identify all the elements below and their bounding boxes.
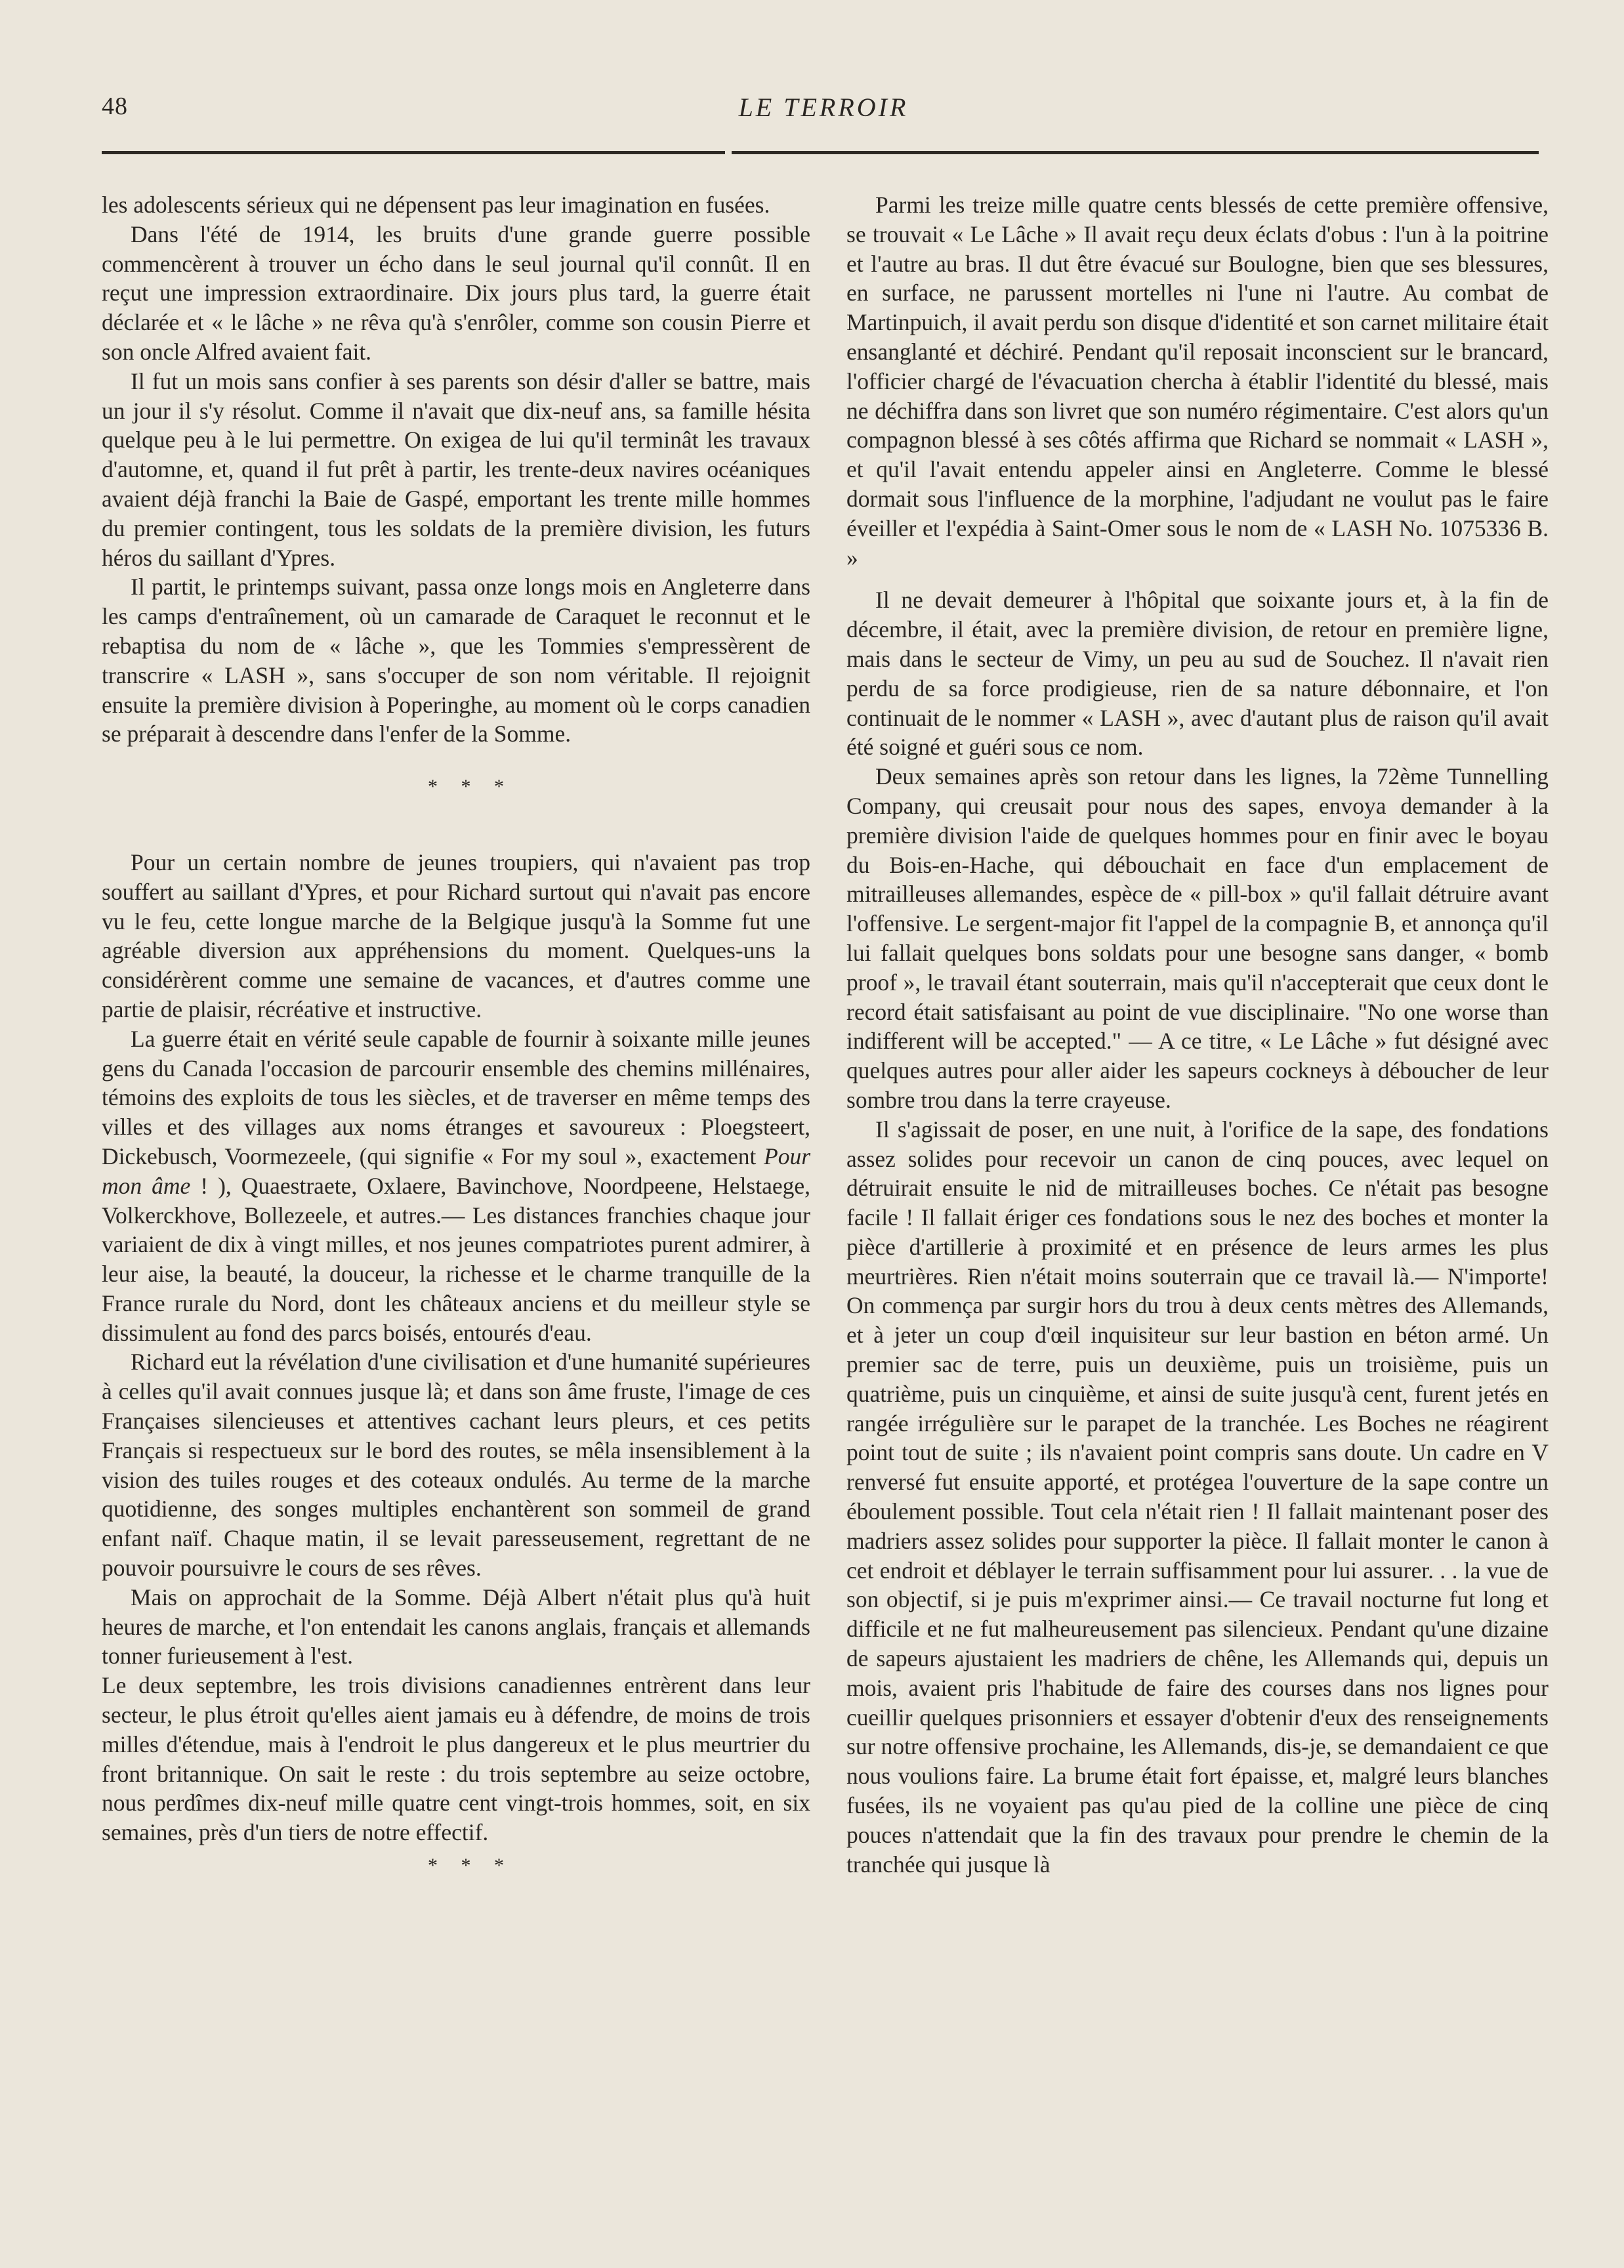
paragraph-text: ! ), Quaestraete, Oxlaere, Bavinchove, Noordpeene, Helstaege, Volkerckhove, Bollezeele, et autres.— Les distances franchies chaque jour variaient de dix à vingt milles, et nos jeunes compatriotes purent admirer, à leur aise, la beauté, la douceur, la richesse et le charme tranquille de la France rurale du Nord, dont les châteaux anciens et du meilleur style se dissimulent au fond des parcs boisés, entourés d'eau. bbox=[102, 1172, 811, 1346]
paragraph: Il s'agissait de poser, en une nuit, à l'orifice de la sape, des fondations assez solides pour recevoir un canon de cinq pouces, avec lequel on détruirait ensuite le nid de mitrailleuses boches. Ce n'était pas besogne facile ! Il fallait ériger ces fondations sous le nez des boches et monter la pièce d'artillerie à proximité et en présence de leurs armes les plus meurtrières. Rien n'était moins souterrain que ce travail là.— N'importe! On commença par surgir hors du trou à deux cents mètres des Allemands, et à jeter un coup d'œil inquisiteur sur leur bastion en béton armé. Un premier sac de terre, puis un deuxième, puis un troisième, puis un quatrième, puis un cinquième, et ainsi de suite jusqu'à cent, furent jetés en rangée irrégulière sur le parapet de la tranchée. Les Boches ne réagirent point tout de suite ; ils n'avaient point compris sans doute. Un cadre en V renversé fut ensuite apporté, et protégea l'ouverture de la sape contre un éboulement possible. Tout cela n'était rien ! Il fallait maintenant poser des madriers assez solides pour supporter la pièce. Il fallait monter le canon à cet endroit et déblayer le terrain suffisamment pour lui assurer. . . la vue de son objectif, si je puis m'exprimer ainsi.— Ce travail nocturne fut long et difficile et ne fut malheureusement pas silencieux. Pendant qu'une dizaine de sapeurs ajustaient les madriers de chêne, les Allemands qui, depuis un mois, avaient pris l'habitude de faire des courses dans nos lignes pour cueillir quelques prisonniers et essayer d'obtenir d'eux des renseignements sur notre offensive prochaine, les Allemands, dis-je, se demandaient ce que nous voulions faire. La brume était fort épaisse, et, malgré leurs blanches fusées, ils ne voyaient pas qu'au pied de la colline une pièce de cinq pouces n'attendait que la fin des travaux pour prendre le chemin de la tranchée qui jusque là bbox=[846, 1116, 1549, 1878]
paragraph: Dans l'été de 1914, les bruits d'une grande guerre possible commencèrent à trouver un écho dans le seul journal qu'il connût. Il en reçut une impression extraordinaire. Dix jours plus tard, la guerre était déclarée et « le lâche » ne rêva qu'à s'enrôler, comme son cousin Pierre et son oncle Alfred avaient fait. bbox=[102, 220, 810, 365]
right-column bbox=[846, 190, 1549, 1879]
paragraph: Il ne devait demeurer à l'hôpital que soixante jours et, à la fin de décembre, il était, avec la première division, de retour en première ligne, mais dans le secteur de Vimy, un peu au sud de Souchez. Il n'avait rien perdu de sa force prodigieuse, rien de sa nature débonnaire, et l'on continuait de le nommer « LASH », avec d'autant plus de raison qu'il avait été soigné et guéri sous ce nom. bbox=[846, 587, 1549, 761]
left-column bbox=[102, 190, 810, 1881]
paragraph: Parmi les treize mille quatre cents blessés de cette première offensive, se trouvait « Le Lâche » Il avait reçu deux éclats d'obus : l'un à la poitrine et l'autre au bras. Il dut être évacué sur Boulogne, bien que ses blessures, en surface, ne parussent mortelles ni l'une ni l'autre. Au combat de Martinpuich, il avait perdu son disque d'identité et son carnet militaire était ensanglanté et déchiré. Pendant qu'il reposait inconscient sur le brancard, l'officier chargé de l'évacuation chercha à établir l'identité du blessé, mais ne déchiffra dans son livret que son numéro régimentaire. C'est alors qu'un compagnon blessé à ses côtés affirma que Richard se nommait « LASH », et qu'il l'avait entendu appeler ainsi en Angleterre. Comme le blessé dormait sous l'influence de la morphine, l'adjudant ne voulut pas le faire éveiller et l'expédia à Saint-Omer sous le nom de « LASH No. 1075336 B. » bbox=[846, 192, 1549, 571]
paragraph-text: La guerre était en vérité seule capable de fournir à soixante mille jeunes gens du Canada l'occasion de parcourir ensemble des chemins millénaires, témoins des exploits de tous les siècles, et de traverser en même temps des villes et des villages aux noms étranges et savoureux : Ploegsteert, Dickebusch, Voormezeele, (qui signifie « For my soul », exactement bbox=[102, 1025, 810, 1169]
paragraph: Deux semaines après son retour dans les lignes, la 72ème Tunnelling Company, qui creusait pour nous des sapes, envoya demander à la première division l'aide de quelques hommes pour en finir avec le boyau du Bois-en-Hache, qui débouchait en face d'un emplacement de mitrailleuses allemandes, espèce de « pill-box » qu'il fallait détruire avant l'offensive. Le sergent-major fit l'appel de la compagnie B, et annonça qu'il lui fallait quelques bons soldats pour une besogne sans danger, « bomb proof », le travail étant souterrain, mais qu'il n'accepterait que ceux dont le record était satisfaisant au point de vue disciplinaire. "No one worse than indifferent will be accepted." — A ce titre, « Le Lâche » fut désigné avec quelques autres pour aller aider les sapeurs cockneys à déboucher de leur sombre trou dans la terre crayeuse. bbox=[846, 763, 1549, 1113]
paragraph: Mais on approchait de la Somme. Déjà Albert n'était plus qu'à huit heures de marche, et l'on entendait les canons anglais, français et allemands tonner furieusement à l'est. bbox=[102, 1584, 810, 1670]
header-rule-right bbox=[732, 151, 1539, 154]
header-rule-left bbox=[102, 151, 725, 154]
paragraph: Richard eut la révélation d'une civilisation et d'une humanité supérieures à celles qu'il avait connues jusque là; et dans son âme fruste, l'image de ces Françaises silencieuses et attentives cachant leurs pleurs, et ces petits Français si respectueux sur le bord des routes, se mêla insensiblement à la vision des tuiles rouges et des coteaux ondulés. Au terme de la marche quotidienne, des songes multiples enchantèrent son sommeil de grand enfant naïf. Chaque matin, il se levait paresseusement, regrettant de ne pouvoir poursuivre le cours de ses rêves. bbox=[102, 1349, 810, 1582]
section-break: * * * bbox=[428, 1855, 513, 1877]
paragraph: Le deux septembre, les trois divisions canadiennes entrèrent dans leur secteur, le plus étroit qu'elles aient jamais eu à défendre, de moins de trois milles d'étendue, mais à l'endroit le plus dangereux et le plus meurtrier du front britannique. On sait le reste : du trois septembre au seize octobre, nous perdîmes dix-neuf mille quatre cent vingt-trois hommes, soit, en six semaines, près d'un tiers de notre effectif. bbox=[102, 1672, 810, 1846]
paragraph: les adolescents sérieux qui ne dépensent pas leur imagination en fusées. bbox=[102, 192, 770, 218]
section-break: * * * bbox=[428, 776, 513, 798]
running-title: LE TERROIR bbox=[738, 93, 909, 122]
paragraph: Il fut un mois sans confier à ses parents son désir d'aller se battre, mais un jour il s'y résolut. Comme il n'avait que dix-neuf ans, sa famille hésita quelque peu à le lui permettre. On exigea de lui qu'il terminât les travaux d'automne, et, quand il fut prêt à partir, les trente-deux navires océaniques avaient déjà franchi la Baie de Gaspé, emportant les trente mille hommes du premier contingent, tous les soldats de la première division, les futurs héros du saillant d'Ypres. bbox=[102, 368, 810, 571]
paragraph bbox=[102, 1024, 810, 1348]
paragraph: Pour un certain nombre de jeunes troupiers, qui n'avaient pas trop souffert au saillant d'Ypres, et pour Richard surtout qui n'avait pas encore vu le feu, cette longue marche de la Belgique jusqu'à la Somme fut une agréable diversion aux appréhensions du moment. Quelques-uns la considérèrent comme une semaine de vacances, et d'autres comme une partie de plaisir, récréative et instructive. bbox=[102, 849, 810, 1022]
page-header bbox=[102, 92, 1545, 138]
paragraph: Il partit, le printemps suivant, passa onze longs mois en Angleterre dans les camps d'entraînement, où un camarade de Caraquet le reconnut et le rebaptisa du nom de « lâche », que les Tommies s'empressèrent de transcrire « LASH », sans s'occuper de son nom véritable. Il rejoignit ensuite la première division à Poperinghe, au moment où le corps canadien se préparait à descendre dans l'enfer de la Somme. bbox=[102, 574, 810, 747]
italic-phrase: Pour mon âme bbox=[102, 1143, 811, 1199]
page-number: 48 bbox=[102, 93, 128, 120]
